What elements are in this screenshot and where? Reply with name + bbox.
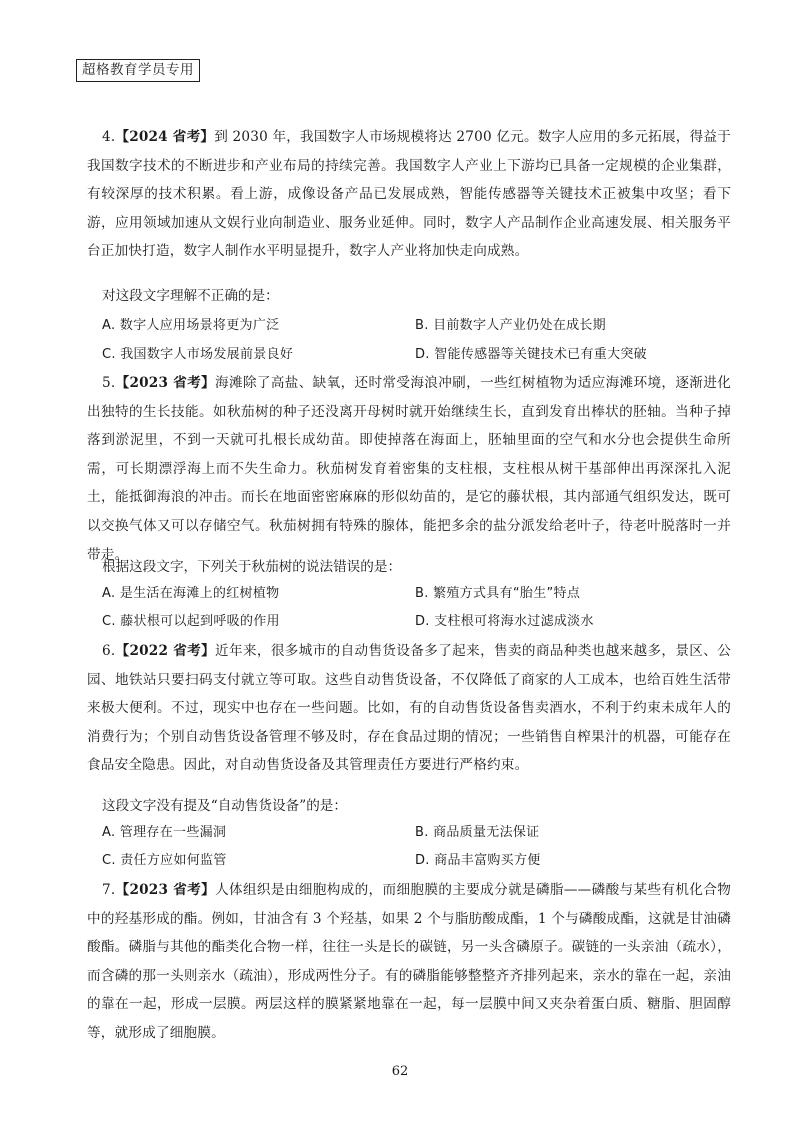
question-tag: 【2024 省考】 <box>115 129 215 145</box>
option-a[interactable]: A. 数字人应用场景将更为广泛 <box>102 318 280 333</box>
passage <box>87 637 731 780</box>
question-stem: 这段文字没有提及“自动售货设备”的是： <box>102 798 347 814</box>
question-tag: 【2023 省考】 <box>115 375 216 391</box>
option-a[interactable]: A. 管理存在一些漏洞 <box>102 825 227 840</box>
option-c[interactable]: C. 藤状根可以起到呼吸的作用 <box>102 614 280 629</box>
question-7 <box>87 876 731 1048</box>
question-4 <box>87 123 731 266</box>
option-b[interactable]: B. 商品质量无法保证 <box>415 825 540 840</box>
passage-text: 人体组织是由细胞构成的，而细胞膜的主要成分就是磷脂——磷酸与某些有机化合物中的羟基形成的酯。例如，甘油含有 3 个羟基，如果 2 个与脂肪酸成酯，1 个与磷酸成酯，这就是甘油磷酸酯。磷脂与其他的酯类化合物一样，往往一头是长的碳链，另一头含磷原子。碳链的一头亲油（疏水），而含磷的那一头则亲水（疏油），形成两性分子。有的磷脂能够整整齐齐排列起来，亲水的靠在一起，亲油的靠在一起，形成一层膜。两层这样的膜紧紧地靠在一起，每一层膜中间又夹杂着蛋白质、糖脂、胆固醇等，就形成了细胞膜。 <box>87 882 731 1041</box>
option-c[interactable]: C. 责任方应如何监管 <box>102 853 227 868</box>
passage-text: 近年来，很多城市的自动售货设备多了起来，售卖的商品种类也越来越多，景区、公园、地铁站只要扫码支付就立等可取。这些自动售货设备，不仅降低了商家的人工成本，也给百姓生活带来极大便利。不过，现实中也存在一些问题。比如，有的自动售货设备售卖酒水，不利于约束未成年人的消费行为；个别自动售货设备管理不够及时，存在食品过期的情况；一些销售自榨果汁的机器，可能存在食品安全隐患。因此，对自动售货设备及其管理责任方要进行严格约束。 <box>87 643 731 774</box>
option-d[interactable]: D. 智能传感器等关键技术已有重大突破 <box>415 347 647 362</box>
question-6 <box>87 637 731 780</box>
option-b[interactable]: B. 繁殖方式具有“胎生”特点 <box>415 586 581 601</box>
question-stem: 根据这段文字，下列关于秋茄树的说法错误的是： <box>102 559 402 575</box>
option-d[interactable]: D. 支柱根可将海水过滤成淡水 <box>415 614 594 629</box>
question-number: 5. <box>102 375 116 391</box>
passage-text: 海滩除了高盐、缺氧，还时常受海浪冲刷，一些红树植物为适应海滩环境，逐渐进化出独特的生长技能。如秋茄树的种子还没离开母树时就开始继续生长，直到发育出棒状的胚轴。当种子掉落到淤泥里，不到一天就可扎根长成幼苗。即使掉落在海面上，胚轴里面的空气和水分也会提供生命所需，可长期漂浮海上而不失生命力。秋茄树发育着密集的支柱根，支柱根从树干基部伸出再深深扎入泥土，能抵御海浪的冲击。而长在地面密密麻麻的形似幼苗的，是它的藤状根，其内部通气组织发达，既可以交换气体又可以存储空气。秋茄树拥有特殊的腺体，能把多余的盐分派发给老叶子，待老叶脱落时一并带走。 <box>87 375 731 563</box>
question-number: 7. <box>102 882 116 898</box>
option-c[interactable]: C. 我国数字人市场发展前景良好 <box>102 347 294 362</box>
passage <box>87 123 731 266</box>
passage <box>87 876 731 1048</box>
option-b[interactable]: B. 目前数字人产业仍处在成长期 <box>415 318 606 333</box>
question-stem: 对这段文字理解不正确的是： <box>102 288 279 304</box>
question-tag: 【2023 省考】 <box>115 882 216 898</box>
passage-text: 到 2030 年，我国数字人市场规模将达 2700 亿元。数字人应用的多元拓展，得益于我国数字技术的不断进步和产业布局的持续完善。我国数字人产业上下游均已具备一定规模的企业集群，有较深厚的技术积累。看上游，成像设备产品已发展成熟，智能传感器等关键技术正被集中攻坚；看下游，应用领域加速从文娱行业向制造业、服务业延伸。同时，数字人产品制作企业高速发展、相关服务平台正加快打造，数字人制作水平明显提升，数字人产业将加快走向成熟。 <box>87 129 731 260</box>
header-label: 超格教育学员专用 <box>76 59 200 82</box>
question-number: 4. <box>102 129 116 145</box>
option-d[interactable]: D. 商品丰富购买方便 <box>415 853 541 868</box>
option-a[interactable]: A. 是生活在海滩上的红树植物 <box>102 586 280 601</box>
question-5 <box>87 369 731 569</box>
question-number: 6. <box>102 643 116 659</box>
question-tag: 【2022 省考】 <box>115 643 216 659</box>
passage <box>87 369 731 569</box>
page-number: 62 <box>391 1064 409 1079</box>
